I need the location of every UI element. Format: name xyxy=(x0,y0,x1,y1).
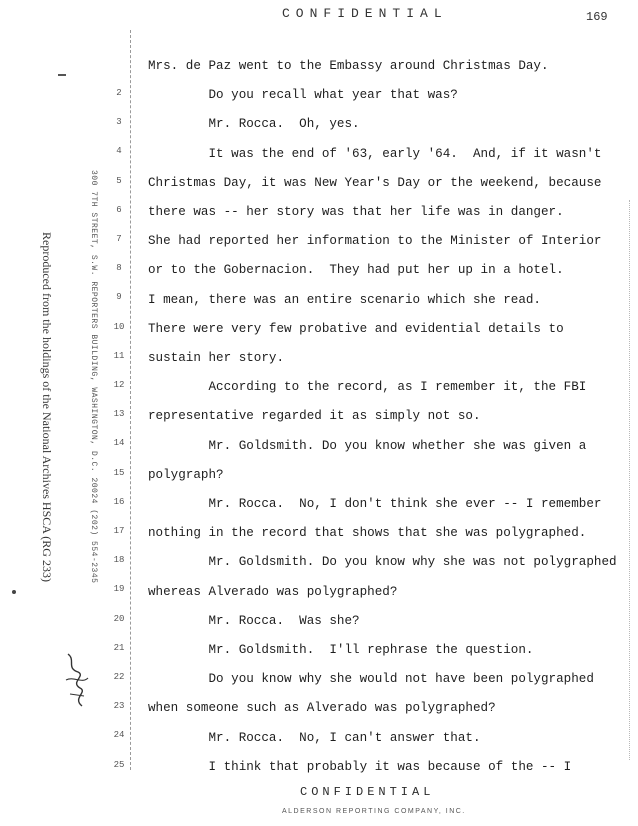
transcript-line: Christmas Day, it was New Year's Day or the weekend, because xyxy=(148,175,602,190)
footer-confidential: CONFIDENTIAL xyxy=(300,785,435,799)
line-number: 15 xyxy=(113,467,125,478)
transcript-line: Mr. Rocca. Was she? xyxy=(148,613,360,628)
line-number: 11 xyxy=(113,350,125,361)
handwritten-signature xyxy=(62,650,92,710)
page-number: 169 xyxy=(586,10,608,24)
transcript-line: Mr. Rocca. No, I don't think she ever -- I remember xyxy=(148,497,602,511)
line-number: 4 xyxy=(116,146,122,157)
margin-dash xyxy=(58,74,66,76)
line-number: 3 xyxy=(116,117,122,128)
transcript-line: there was -- her story was that her life was in danger. xyxy=(148,205,564,219)
right-edge-noise xyxy=(629,200,632,760)
transcript-line: Mr. Goldsmith. I'll rephrase the question. xyxy=(148,643,534,657)
line-number: 24 xyxy=(113,730,125,741)
line-number: 2 xyxy=(116,88,122,98)
line-number: 18 xyxy=(113,555,125,566)
line-number: 17 xyxy=(113,526,125,536)
reporting-company: ALDERSON REPORTING COMPANY, INC. xyxy=(282,808,466,815)
margin-dot xyxy=(12,590,16,594)
line-number: 21 xyxy=(113,642,125,653)
transcript-line: There were very few probative and evidential details to xyxy=(148,321,564,336)
line-number: 6 xyxy=(116,204,122,215)
transcript-line: Do you recall what year that was? xyxy=(148,88,458,103)
reporter-address: 300 7TH STREET, S.W. REPORTERS BUILDING, WASHINGTON, D.C. 20024 (202) 554-2345 xyxy=(89,170,98,584)
line-number: 8 xyxy=(116,263,122,274)
line-number: 23 xyxy=(113,701,125,712)
line-number: 22 xyxy=(113,672,125,682)
transcript-line: or to the Gobernacion. They had put her up in a hotel. xyxy=(148,263,564,278)
transcript-line: polygraph? xyxy=(148,467,224,482)
transcript-line: Mrs. de Paz went to the Embassy around Christmas Day. xyxy=(148,59,549,73)
transcript-line: sustain her story. xyxy=(148,351,285,365)
line-number: 19 xyxy=(113,584,125,595)
archive-reproduction-note: Reproduced from the holdings of the National Archives HSCA (RG 233) xyxy=(40,232,54,582)
line-number: 14 xyxy=(113,438,125,449)
transcript-line: She had reported her information to the Minister of Interior xyxy=(148,234,602,249)
header-confidential: CONFIDENTIAL xyxy=(282,6,448,21)
line-number: 7 xyxy=(116,234,122,244)
line-number: 13 xyxy=(113,409,125,420)
transcript-line: nothing in the record that shows that she was polygraphed. xyxy=(148,526,587,541)
transcript-line: representative regarded it as simply not so. xyxy=(148,409,481,424)
line-number: 9 xyxy=(116,292,122,303)
transcript-line: I think that probably it was because of the -- I xyxy=(148,759,572,774)
transcript-line: whereas Alverado was polygraphed? xyxy=(148,584,398,599)
transcript-line: Mr. Rocca. No, I can't answer that. xyxy=(148,730,481,745)
transcript-line: According to the record, as I remember it, the FBI xyxy=(148,380,587,395)
left-margin-rule xyxy=(130,30,131,770)
line-number: 5 xyxy=(116,175,122,186)
transcript-line: It was the end of '63, early '64. And, if it wasn't xyxy=(148,146,602,161)
line-number: 20 xyxy=(113,613,125,624)
line-number: 25 xyxy=(113,759,125,770)
transcript-line: Mr. Goldsmith. Do you know whether she was given a xyxy=(148,438,587,453)
transcript-line: when someone such as Alverado was polygraphed? xyxy=(148,701,496,716)
line-number: 10 xyxy=(113,321,125,332)
transcript-line: I mean, there was an entire scenario which she read. xyxy=(148,292,541,307)
line-number: 12 xyxy=(113,380,125,390)
transcript-line: Mr. Goldsmith. Do you know why she was not polygraphed xyxy=(148,555,617,570)
transcript-line: Do you know why she would not have been polygraphed xyxy=(148,672,594,687)
line-number: 16 xyxy=(113,496,125,507)
transcript-line: Mr. Rocca. Oh, yes. xyxy=(148,117,360,132)
